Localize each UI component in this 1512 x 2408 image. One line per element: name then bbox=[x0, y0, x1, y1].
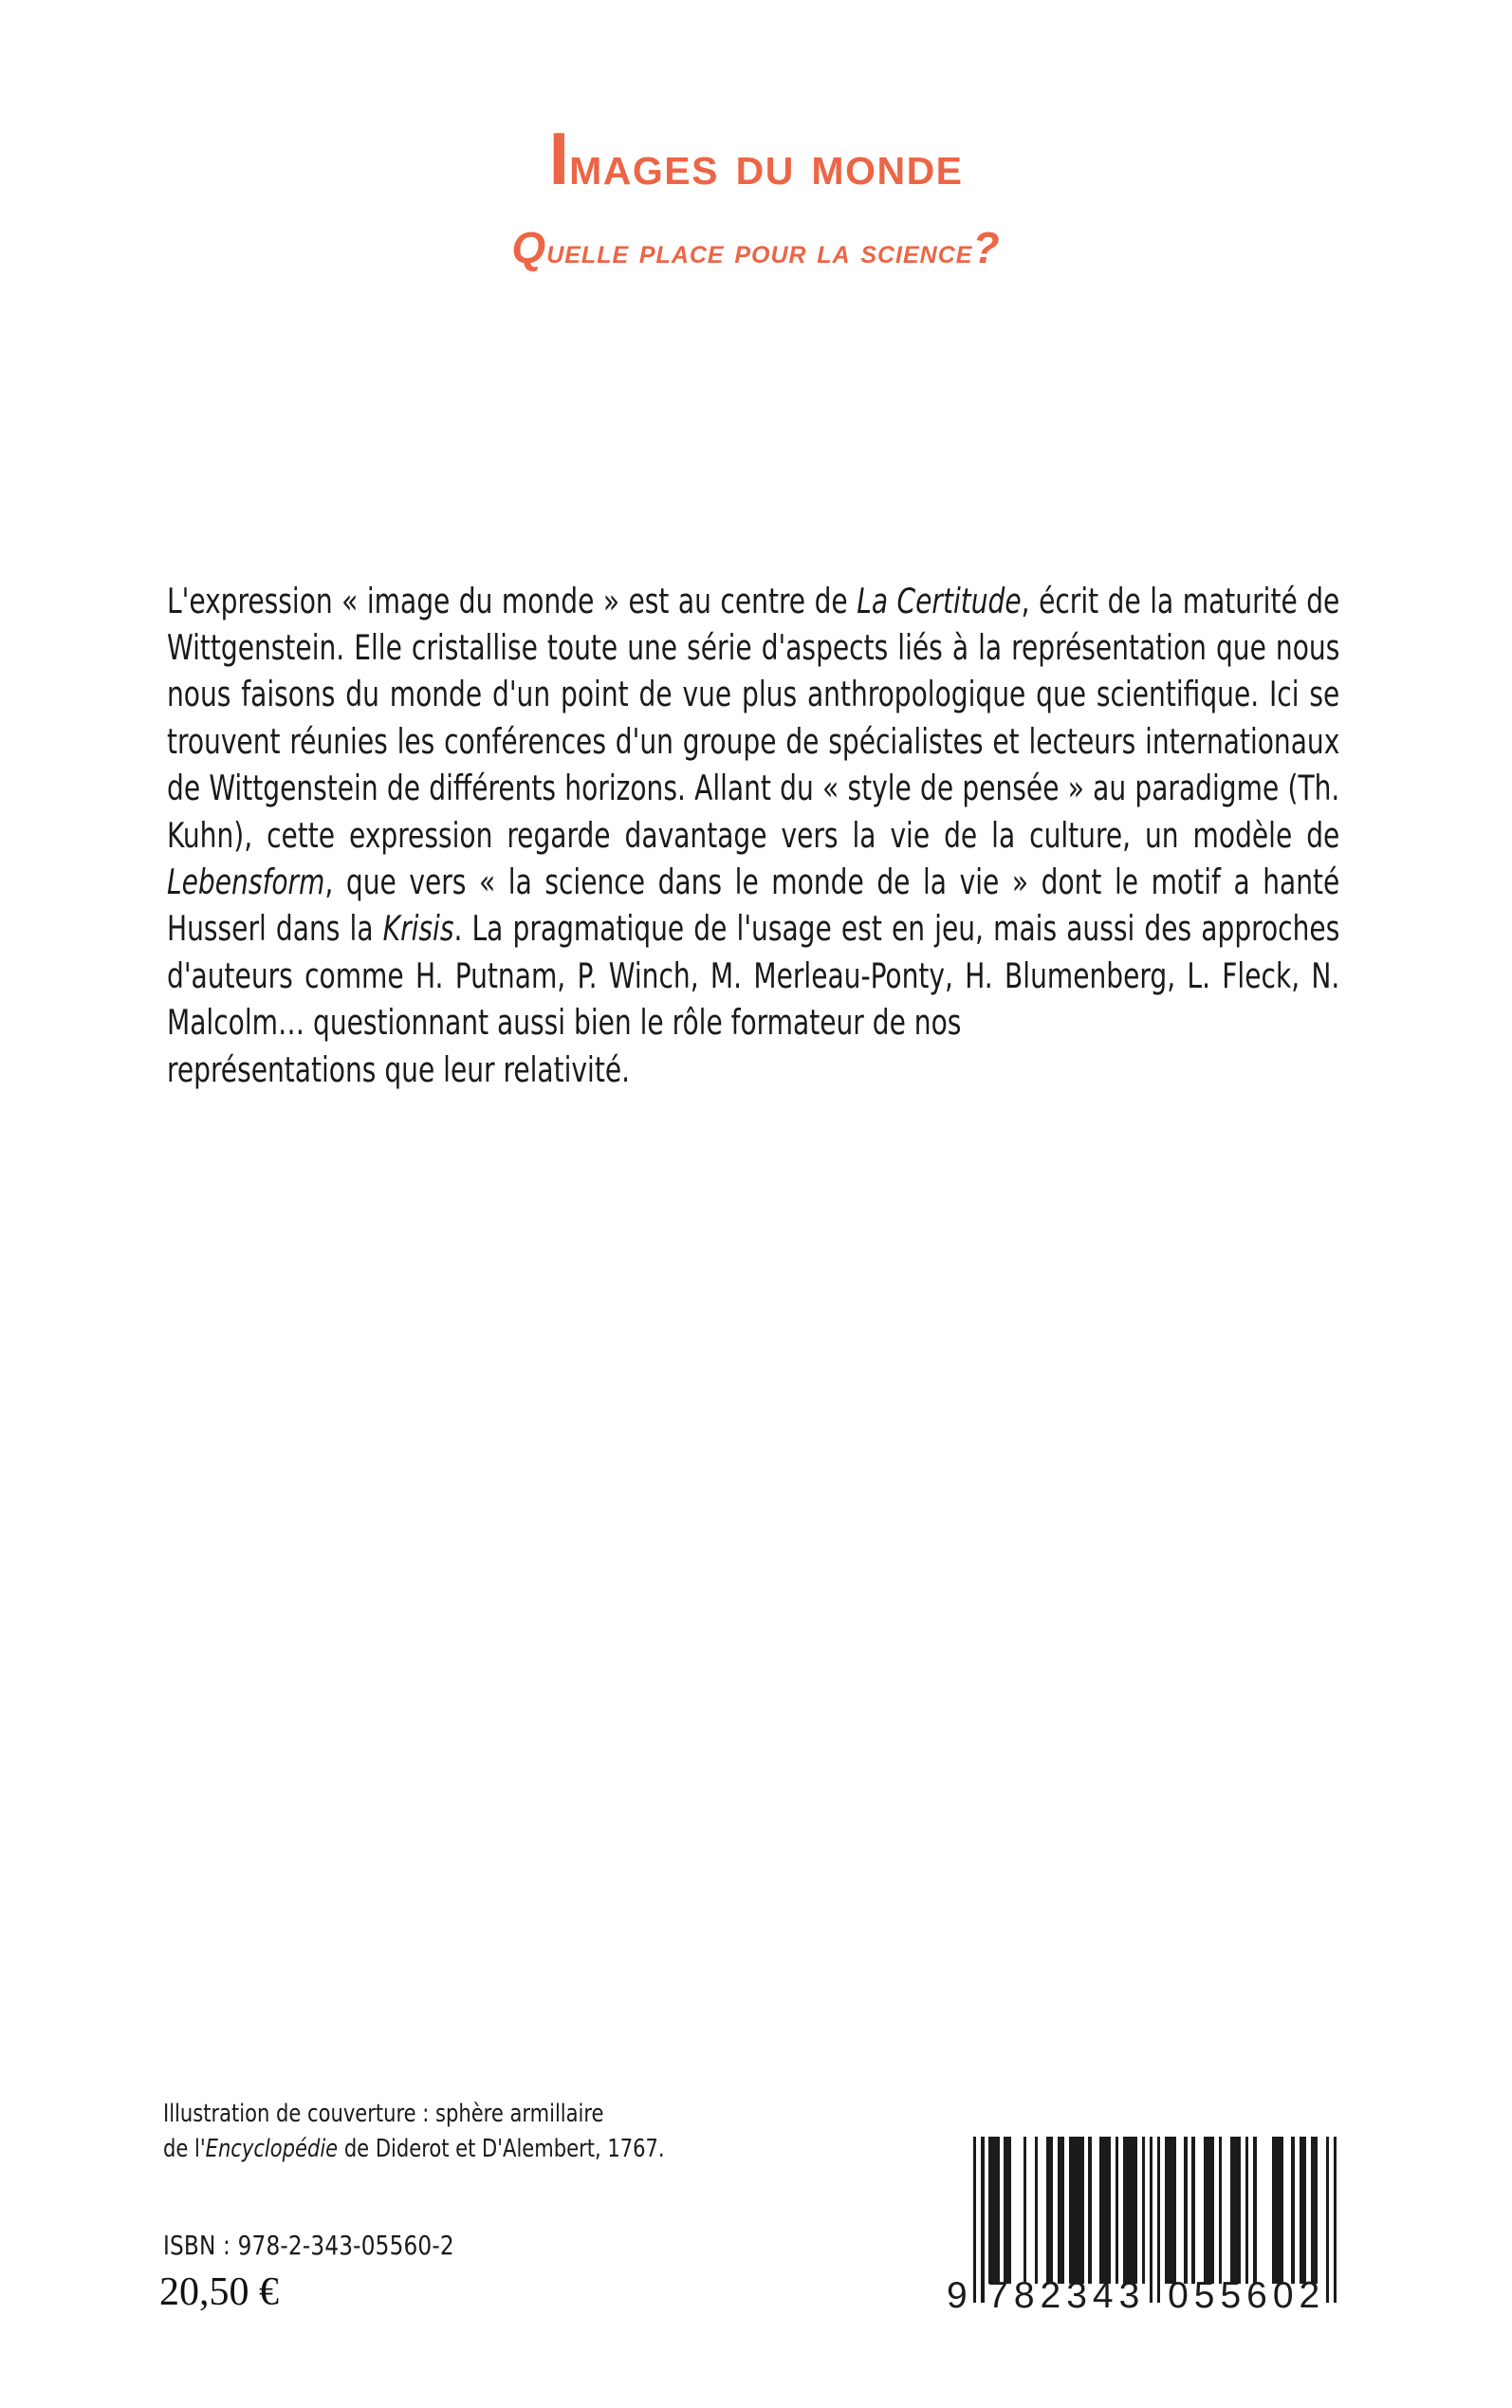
barcode-bar bbox=[1123, 2137, 1138, 2284]
subtitle-question-mark: ? bbox=[972, 223, 1001, 272]
blurb-italic-title-la-certitude: La Certitude bbox=[857, 580, 1022, 621]
blurb-segment-4: . La pragmatique de l'usage est en jeu, mais aussi des approches d'auteurs comme H. Putnam, P. Winch, M. Merleau-Ponty, H. Blumenberg, L. Fleck, N. Malcolm… questionnant aussi bien le rôle formateur de nos bbox=[167, 908, 1340, 1044]
credit-line2-prefix: de l' bbox=[163, 2135, 206, 2163]
barcode-bar bbox=[1191, 2137, 1194, 2284]
barcode-bar bbox=[1088, 2137, 1091, 2284]
barcode-bar bbox=[1116, 2137, 1118, 2284]
barcode-digits bbox=[947, 2275, 1337, 2319]
blurb-italic-krisis: Krisis bbox=[382, 908, 454, 950]
barcode-bar bbox=[1069, 2137, 1084, 2284]
price-text: 20,50 € bbox=[159, 2270, 279, 2314]
page-title bbox=[0, 117, 1512, 200]
blurb-segment-2: , écrit de la maturité de Wittgenstein. Elle cristallise toute une série d'aspects liés à la représentation que nous nous faisons du monde d'un point de vue plus anthropologique que scientifique. Ici se trouvent réunies les conférences d'un groupe de spécialistes et lecteurs internationaux de Wittgenstein de différents horizons. Allant du « style de pensée » au paradigme (Th. Kuhn), cette expression regarde davantage vers la vie de la culture, un modèle de bbox=[167, 580, 1340, 856]
cover-illustration-credit bbox=[163, 2097, 812, 2167]
title-block bbox=[0, 117, 1512, 273]
blurb-segment-1: L'expression « image du monde » est au centre de bbox=[167, 580, 857, 621]
barcode-bar bbox=[1023, 2137, 1026, 2284]
barcode-bar bbox=[1245, 2137, 1248, 2284]
barcode-bar bbox=[1142, 2137, 1145, 2284]
barcode-bar bbox=[1230, 2137, 1242, 2284]
blurb-paragraph bbox=[167, 578, 1339, 1093]
barcode-bar bbox=[1253, 2137, 1256, 2284]
blurb-last-line: représentations que leur relativité. bbox=[167, 1048, 631, 1090]
barcode-bar bbox=[1272, 2137, 1283, 2284]
credit-line-1: Illustration de couverture : sphère armillaire bbox=[163, 2100, 604, 2128]
blurb-segment-3: , que vers « la science dans le monde de la vie » dont le motif a hanté Husserl dans la bbox=[167, 861, 1340, 950]
title-rest: mages du monde bbox=[569, 135, 964, 196]
barcode-bar bbox=[1004, 2137, 1010, 2284]
subtitle-first-letter: Q bbox=[511, 223, 547, 272]
ean13-barcode bbox=[947, 2137, 1337, 2341]
barcode-bar bbox=[1058, 2137, 1064, 2284]
barcode-bar bbox=[1035, 2137, 1038, 2284]
barcode-left-group: 782343 bbox=[987, 2275, 1146, 2316]
title-first-letter: I bbox=[548, 117, 570, 200]
barcode-bar bbox=[1204, 2137, 1215, 2284]
barcode-bar bbox=[1291, 2137, 1294, 2284]
barcode-lead-digit: 9 bbox=[947, 2275, 968, 2316]
credit-line-2 bbox=[163, 2132, 812, 2167]
isbn-text: ISBN : 978-2-343-05560-2 bbox=[163, 2230, 454, 2261]
barcode-bar bbox=[1184, 2137, 1187, 2284]
barcode-bar bbox=[988, 2137, 1000, 2284]
barcode-bar bbox=[1099, 2137, 1111, 2284]
subtitle-rest: uelle place pour la science bbox=[546, 233, 973, 270]
barcode-bar bbox=[1311, 2137, 1318, 2284]
page-subtitle bbox=[0, 222, 1512, 273]
barcode-right-group: 055602 bbox=[1168, 2275, 1326, 2316]
barcode-bar bbox=[1046, 2137, 1053, 2284]
barcode-bar bbox=[1165, 2137, 1176, 2284]
barcode-bar bbox=[1300, 2137, 1306, 2284]
blurb-italic-lebensform: Lebensform bbox=[167, 861, 325, 902]
credit-line2-suffix: de Diderot et D'Alembert, 1767. bbox=[338, 2135, 665, 2163]
credit-italic-encyclopedie: Encyclopédie bbox=[205, 2135, 339, 2163]
barcode-bar bbox=[1219, 2137, 1222, 2284]
